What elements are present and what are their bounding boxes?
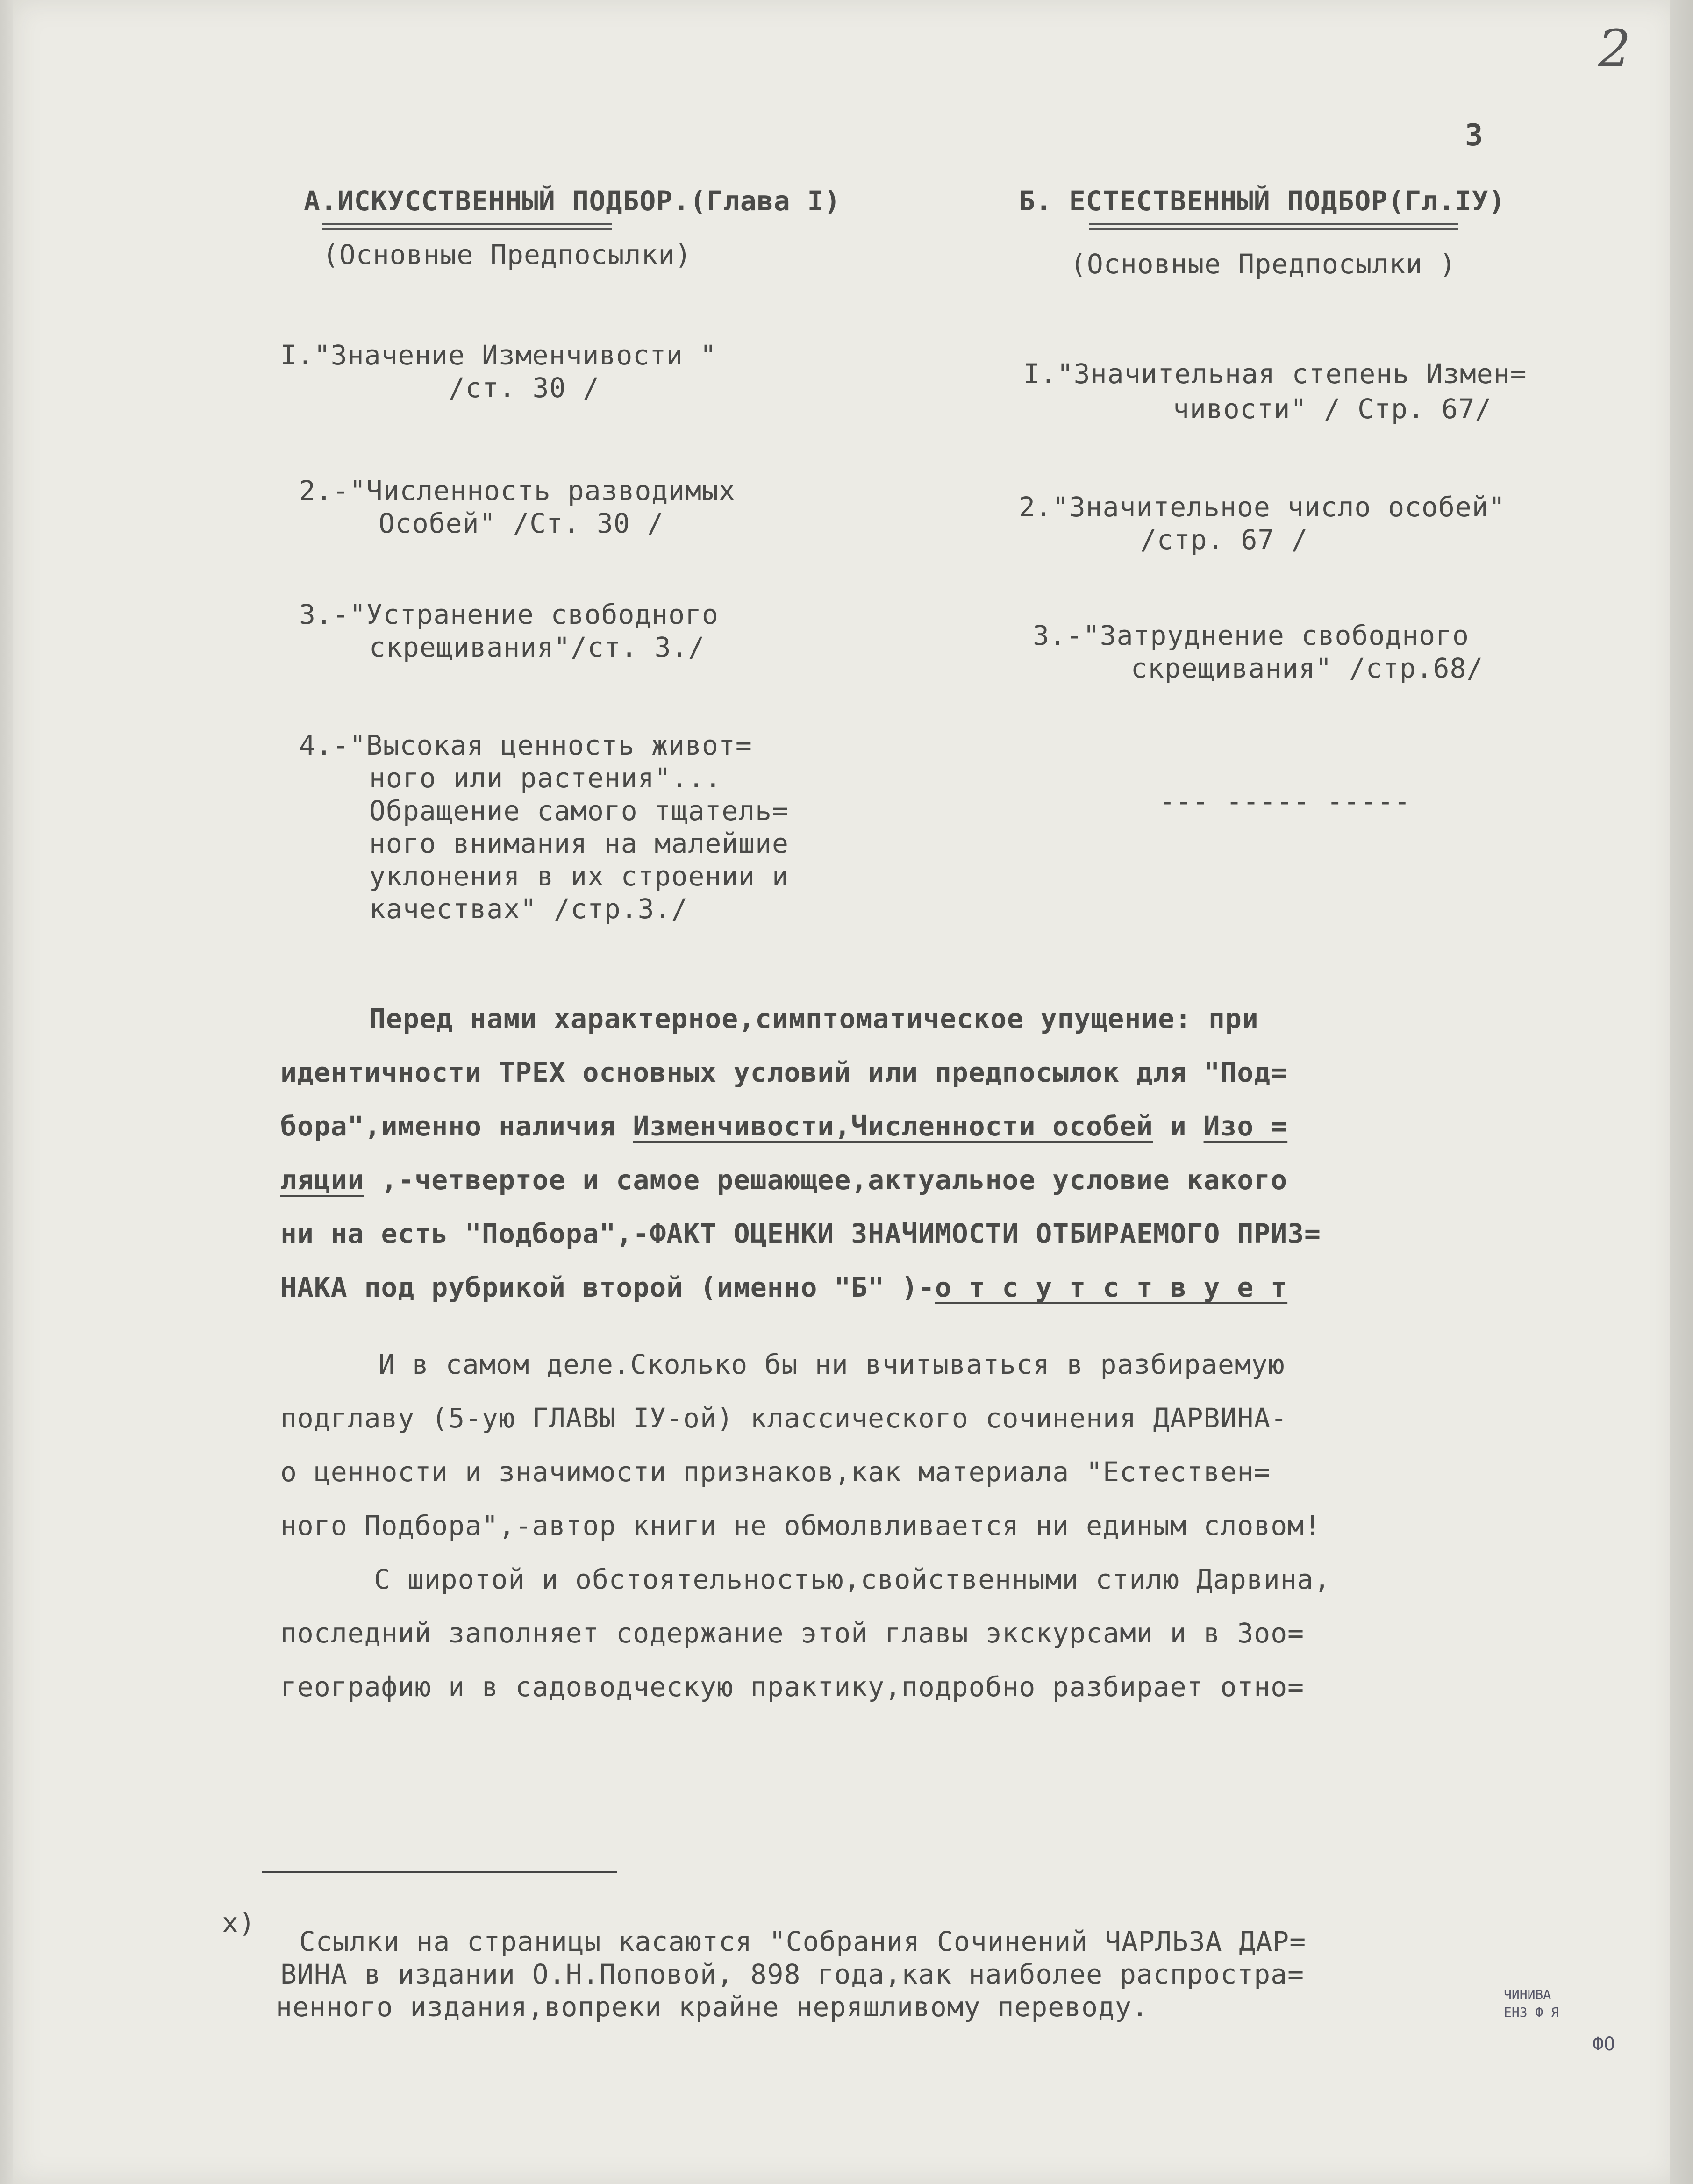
left-item-4-line-5: уклонения в их строении и xyxy=(369,860,789,892)
page-right-edge xyxy=(1670,0,1693,2184)
footnote-line-2: ВИНА в издании О.Н.Поповой, 898 года,как наиболее распростра= xyxy=(280,1958,1305,1990)
left-heading: А.ИСКУССТВЕННЫЙ ПОДБОР.(Глава I) xyxy=(304,185,841,217)
body-p2-line-3: о ценности и значимости признаков,как материала "Естествен= xyxy=(280,1456,1271,1488)
document-page xyxy=(13,0,1677,2184)
body-p1-line-2: идентичности ТРЕХ основных условий или предпосылок для "Под= xyxy=(280,1056,1288,1088)
right-item-1-line-2: чивости" / Стр. 67/ xyxy=(1173,393,1492,425)
body-p1-line-4 xyxy=(280,1163,1287,1196)
right-heading: Б. ЕСТЕСТВЕННЫЙ ПОДБОР(Гл.IУ) xyxy=(1019,185,1506,217)
body-p1-line-6 xyxy=(280,1271,1287,1304)
footnote-line-3: ненного издания,вопреки крайне неряшливому переводу. xyxy=(276,1991,1149,2023)
body-p2-line-2: подглаву (5-ую ГЛАВЫ IУ-ой) классического сочинения ДАРВИНА- xyxy=(280,1402,1288,1434)
body-p3-line-1: С широтой и обстоятельностью,свойственными стилю Дарвина, xyxy=(374,1563,1331,1595)
footnote-rule xyxy=(262,1871,617,1873)
left-item-4-line-1: 4.-"Высокая ценность живот= xyxy=(299,729,752,761)
left-item-1-line-2: /ст. 30 / xyxy=(449,372,600,404)
stamp-line-1: ЧИНИВА xyxy=(1504,1987,1551,2002)
right-dashes: --- ----- ----- xyxy=(1159,785,1411,817)
right-item-2-line-1: 2."Значительное число особей" xyxy=(1019,491,1506,523)
right-subheading: (Основные Предпосылки ) xyxy=(1070,248,1457,280)
term-isolation-part-1: Изо = xyxy=(1203,1110,1288,1142)
left-item-4-line-2: ного или растения"... xyxy=(369,762,722,794)
term-absent: о т с у т с т в у е т xyxy=(935,1271,1288,1303)
stamp-line-2: ЕНЗ Ф Я xyxy=(1504,2005,1559,2020)
right-item-3-line-1: 3.-"Затруднение свободного xyxy=(1033,620,1469,651)
right-item-1-line-1: I."Значительная степень Измен= xyxy=(1023,358,1527,390)
body-p1-line-4-rest: ,-четвертое и самое решающее,актуальное условие какого xyxy=(364,1164,1288,1196)
left-item-4-line-6: качествах" /стр.3./ xyxy=(369,893,688,925)
left-item-2-line-1: 2.-"Численность разводимых xyxy=(299,475,736,507)
conjunction-and: и xyxy=(1153,1110,1204,1142)
left-item-3-line-1: 3.-"Устранение свободного xyxy=(299,599,719,630)
left-heading-underline xyxy=(322,223,612,225)
footnote-line-1: Ссылки на страницы касаются "Собрания Сочинений ЧАРЛЬЗА ДАР= xyxy=(299,1926,1307,1957)
left-item-2-line-2: Особей" /Ст. 30 / xyxy=(379,507,664,539)
body-p1-line-3-start: бора",именно наличия xyxy=(280,1110,633,1142)
left-item-1-line-1: I."Значение Изменчивости " xyxy=(280,339,717,371)
stamp-line-3: ФО xyxy=(1593,2034,1615,2055)
body-p2-line-1: И в самом деле.Сколько бы ни вчитываться в разбираемую xyxy=(379,1349,1285,1380)
body-p1-line-6-start: НАКА под рубрикой второй (именно "Б" )- xyxy=(280,1271,935,1303)
left-item-3-line-2: скрещивания"/ст. 3./ xyxy=(369,631,705,663)
archive-stamp xyxy=(1504,1986,1644,2093)
right-item-2-line-2: /стр. 67 / xyxy=(1140,524,1308,556)
page-number: 3 xyxy=(1465,118,1484,153)
term-variability-numbers: Изменчивости,Численности особей xyxy=(633,1110,1153,1142)
body-p2-line-4: ного Подбора",-автор книги не обмолвливается ни единым словом! xyxy=(280,1510,1321,1542)
right-heading-underline xyxy=(1089,223,1458,225)
body-p3-line-2: последний заполняет содержание этой главы экскурсами и в Зоо= xyxy=(280,1617,1305,1649)
body-p1-line-3 xyxy=(280,1110,1287,1142)
body-p3-line-3: географию и в садоводческую практику,подробно разбирает отно= xyxy=(280,1671,1305,1703)
left-item-4-line-4: ного внимания на малейшие xyxy=(369,828,789,859)
page-left-edge xyxy=(0,0,13,2184)
right-item-3-line-2: скрещивания" /стр.68/ xyxy=(1131,652,1484,684)
term-isolation-part-2: ляции xyxy=(280,1164,364,1196)
footnote-marker: х) xyxy=(222,1907,256,1939)
body-p1-line-1: Перед нами характерное,симптоматическое упущение: при xyxy=(369,1003,1259,1035)
left-item-4-line-3: Обращение самого тщатель= xyxy=(369,795,789,827)
left-subheading: (Основные Предпосылки) xyxy=(322,239,692,271)
body-p1-line-5: ни на есть "Подбора",-ФАКТ ОЦЕНКИ ЗНАЧИМОСТИ ОТБИРАЕМОГО ПРИЗ= xyxy=(280,1218,1321,1249)
handwritten-page-number: 2 xyxy=(1598,19,1631,79)
